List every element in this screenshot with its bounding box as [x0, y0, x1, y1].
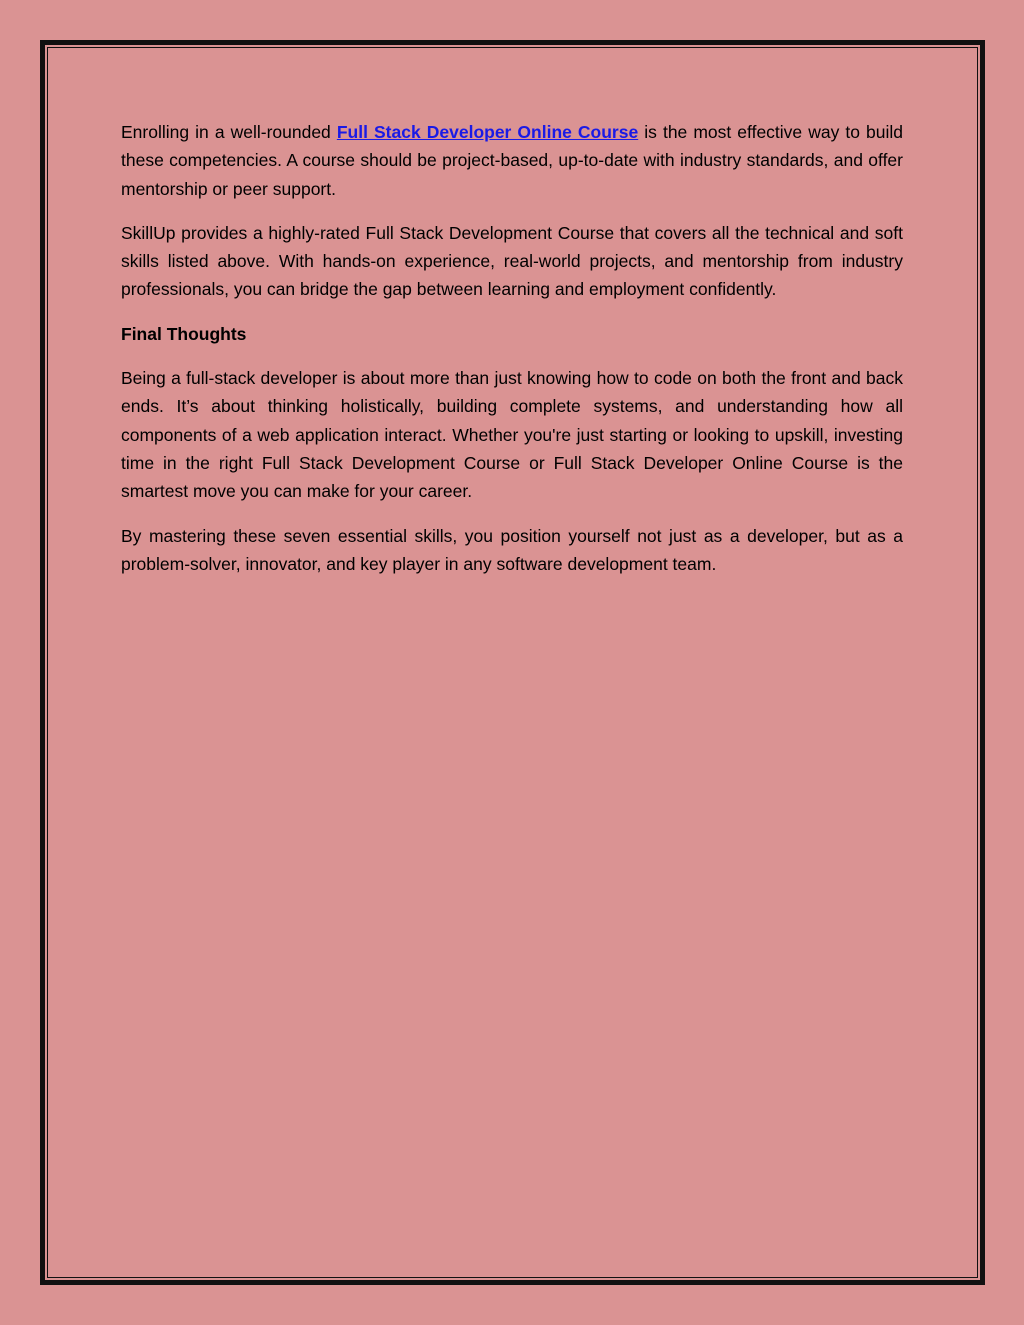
paragraph-enrolling-start: Enrolling in a well-rounded	[121, 122, 337, 142]
paragraph-enrolling	[121, 118, 903, 203]
document-body	[121, 118, 903, 594]
paragraph-being-full-stack: Being a full-stack developer is about more than just knowing how to code on both the front and back ends. It’s about thinking holistically, building complete systems, and understanding how all components of a web application interact. Whether you're just starting or looking to upskill, investing time in the right Full Stack Development Course or Full Stack Developer Online Course is the smartest move you can make for your career.	[121, 368, 903, 502]
section-heading-final-thoughts: Final Thoughts	[121, 323, 247, 344]
paragraph-skillup: SkillUp provides a highly-rated Full Stack Development Course that covers all the technical and soft skills listed above. With hands-on experience, real-world projects, and mentorship from industry professionals, you can bridge the gap between learning and employment confidently.	[121, 222, 903, 300]
paragraph-enrolling-end: is the most effective way to build these competencies. A course should be project-based, up-to-date with industry standards, and offer mentorship or peer support.	[121, 122, 903, 199]
full-stack-course-link[interactable]: Full Stack Developer Online Course	[336, 122, 639, 142]
paragraph-mastering-skills: By mastering these seven essential skills, you position yourself not just as a developer, but as a problem-solver, innovator, and key player in any software development team.	[121, 525, 903, 574]
